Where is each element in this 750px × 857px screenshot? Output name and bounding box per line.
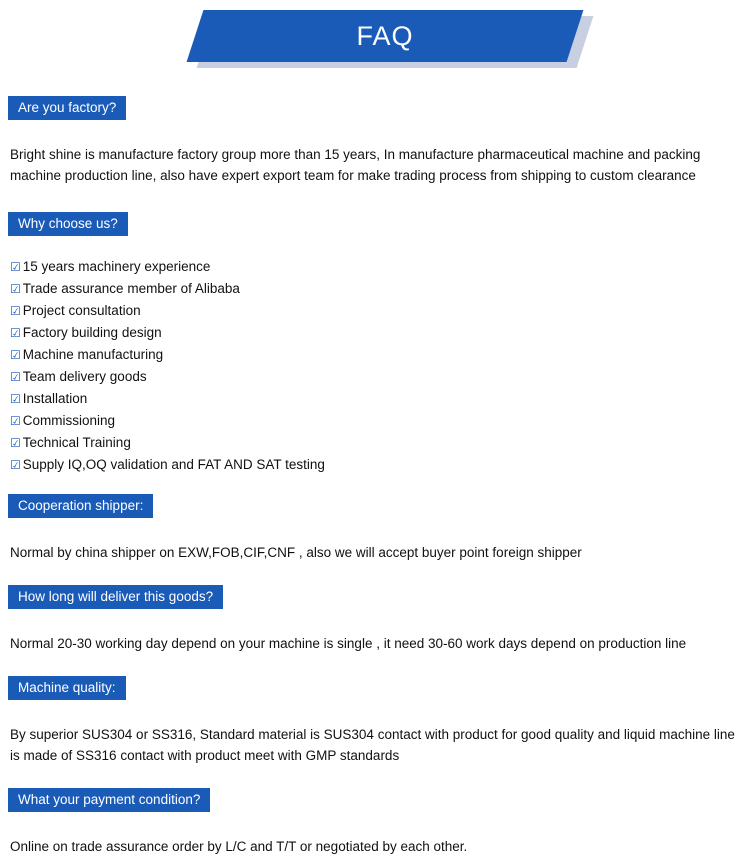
section-paragraph: By superior SUS304 or SS316, Standard material is SUS304 contact with product for good quality and liquid machine line is made of SS316 contact with product meet with GMP standards — [10, 727, 735, 763]
list-item — [10, 454, 750, 476]
list-item — [10, 432, 750, 454]
check-icon: ☑ — [10, 436, 21, 450]
list-item-label: Supply IQ,OQ validation and FAT AND SAT testing — [22, 457, 325, 472]
faq-section-cooperation-shipper — [0, 476, 750, 563]
faq-section-why-choose-us — [0, 186, 750, 476]
section-heading-row — [0, 676, 750, 700]
section-heading: Cooperation shipper: — [8, 494, 153, 518]
list-item-label: Commissioning — [22, 413, 116, 428]
check-icon: ☑ — [10, 458, 21, 472]
list-item — [10, 344, 750, 366]
list-item — [10, 256, 750, 278]
faq-section-delivery-time — [0, 563, 750, 654]
check-icon: ☑ — [10, 370, 21, 384]
faq-section-machine-quality — [0, 654, 750, 766]
section-paragraph: Online on trade assurance order by L/C and T/T or negotiated by each other. — [10, 839, 468, 854]
section-paragraph: Bright shine is manufacture factory group more than 15 years, In manufacture pharmaceutical machine and packing machine production line, also have expert export team for make trading process from shipping to custom clearance — [10, 147, 701, 183]
list-item-label: Factory building design — [22, 325, 162, 340]
list-item-label: Team delivery goods — [22, 369, 147, 384]
check-icon: ☑ — [10, 260, 21, 274]
check-icon: ☑ — [10, 414, 21, 428]
page-title: FAQ — [356, 20, 414, 51]
faq-section-payment-condition — [0, 766, 750, 857]
list-item — [10, 278, 750, 300]
section-heading-row — [0, 494, 750, 518]
list-item-label: Project consultation — [22, 303, 141, 318]
section-paragraph: Normal 20-30 working day depend on your machine is single , it need 30-60 work days depend on production line — [10, 636, 687, 651]
section-heading-row — [0, 212, 750, 236]
list-item-label: Machine manufacturing — [22, 347, 164, 362]
list-item — [10, 366, 750, 388]
section-heading: Why choose us? — [8, 212, 128, 236]
section-heading: How long will deliver this goods? — [8, 585, 223, 609]
list-item-label: Technical Training — [22, 435, 131, 450]
section-heading-row — [0, 96, 750, 120]
section-paragraph: Normal by china shipper on EXW,FOB,CIF,CNF , also we will accept buyer point foreign shipper — [10, 545, 582, 560]
section-heading-row — [0, 585, 750, 609]
check-icon: ☑ — [10, 282, 21, 296]
list-item — [10, 410, 750, 432]
list-item — [10, 300, 750, 322]
section-heading: Machine quality: — [8, 676, 126, 700]
list-item — [10, 388, 750, 410]
section-heading: Are you factory? — [8, 96, 126, 120]
section-heading-row — [0, 788, 750, 812]
list-item — [10, 322, 750, 344]
check-icon: ☑ — [10, 348, 21, 362]
list-item-label: Installation — [22, 391, 88, 406]
check-icon: ☑ — [10, 392, 21, 406]
list-item-label: 15 years machinery experience — [22, 259, 211, 274]
section-heading: What your payment condition? — [8, 788, 210, 812]
list-item-label: Trade assurance member of Alibaba — [22, 281, 240, 296]
benefits-list — [0, 256, 750, 476]
faq-banner — [0, 0, 750, 74]
check-icon: ☑ — [10, 326, 21, 340]
check-icon: ☑ — [10, 304, 21, 318]
faq-section-are-you-factory — [0, 74, 750, 186]
